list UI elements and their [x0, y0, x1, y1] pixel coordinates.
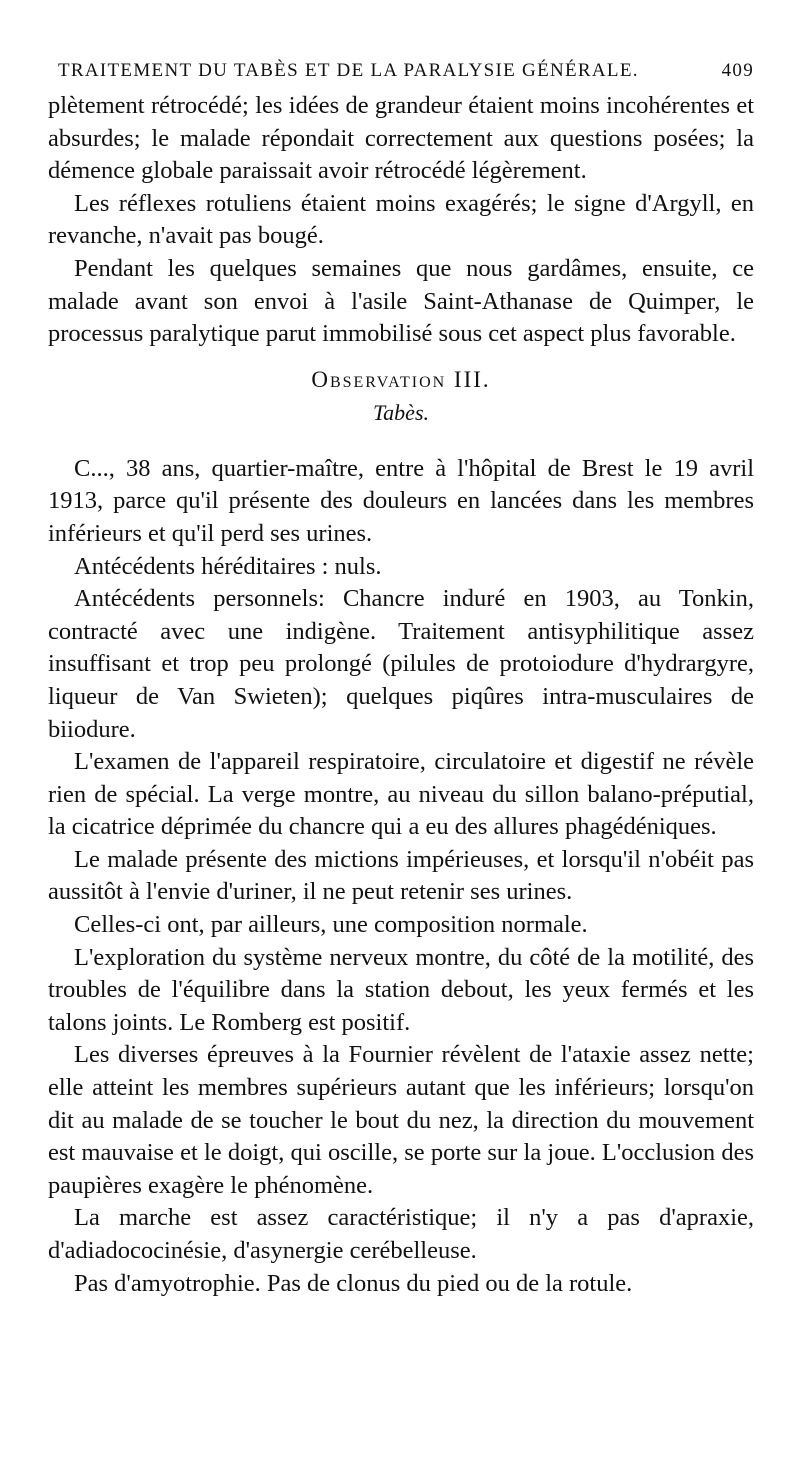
paragraph-fournier: Les diverses épreuves à la Fournier révèlent de l'ataxie assez nette; elle atteint les membres supérieurs autant que les inférieurs; lorsqu'on dit au malade de se toucher le bout du nez, la direction du mouvement est mauvaise et le doigt, qui oscille, se porte sur la joue. L'occlusion des paupières exagère le phénomène. [48, 1041, 754, 1199]
paragraph-amyotrophy: Pas d'amyotrophie. Pas de clonus du pied ou de la rotule. [74, 1269, 633, 1297]
running-head [58, 52, 754, 90]
paragraph-asile: Pendant les quelques semaines que nous gardâmes, ensuite, ce malade avant son envoi à l'asile Saint-Athanase de Quimper, le processus paralytique parut immobilisé sous cet aspect plus favorable. [48, 254, 754, 348]
book-page [48, 52, 754, 1300]
observation-heading [48, 351, 754, 397]
paragraph-gait: La marche est assez caractéristique; il n'y a pas d'apraxie, d'adiadococinésie, d'asynergie cerébelleuse. [48, 1204, 754, 1264]
paragraph-mictions: Le malade présente des mictions impérieuses, et lorsqu'il n'obéit pas aussitôt à l'envie d'uriner, il ne peut retenir ses urines. [48, 845, 754, 906]
body-text-before [48, 90, 754, 351]
paragraph-hereditary: Antécédents héréditaires : nuls. [74, 552, 382, 580]
observation-heading-text: Observation III. [311, 366, 491, 392]
paragraph-reflexes: Les réflexes rotuliens étaient moins exagérés; le signe d'Argyll, en revanche, n'avait pas bougé. [48, 189, 754, 250]
paragraph-personal-history: Antécédents personnels: Chancre induré en 1903, au Tonkin, contracté avec une indigène. Traitement antisyphilitique assez insuffisant et trop peu prolongé (pilules de protoiodure d'hydrargyre, liqueur de Van Swieten); quelques piqûres intra-musculaires de biiodure. [48, 585, 754, 743]
paragraph-patient-intro: C..., 38 ans, quartier-maître, entre à l'hôpital de Brest le 19 avril 1913, parce qu'il présente des douleurs en lancées dans les membres inférieurs et qu'il perd ses urines. [48, 454, 754, 547]
paragraph-continuation: plètement rétrocédé; les idées de grandeur étaient moins incohérentes et absurdes; le malade répondait correctement aux questions posées; la démence globale paraissait avoir rétrocédé légèrement. [48, 92, 754, 185]
paragraph-composition: Celles-ci ont, par ailleurs, une composition normale. [74, 911, 588, 939]
page-number: 409 [721, 60, 754, 81]
paragraph-nervous-system: L'exploration du système nerveux montre, du côté de la motilité, des troubles de l'équilibre dans la station debout, les yeux fermés et les talons joints. Le Romberg est positif. [48, 943, 754, 1036]
running-head-title: TRAITEMENT DU TABÈS ET DE LA PARALYSIE GÉNÉRALE. [58, 60, 639, 81]
body-text-observation [48, 453, 754, 1300]
paragraph-examination: L'examen de l'appareil respiratoire, circulatoire et digestif ne révèle rien de spécial. La verge montre, au niveau du sillon balano-préputial, la cicatrice déprimée du chancre qui a eu des allures phagédéniques. [48, 748, 754, 841]
observation-subheading: Tabès. [372, 399, 430, 425]
